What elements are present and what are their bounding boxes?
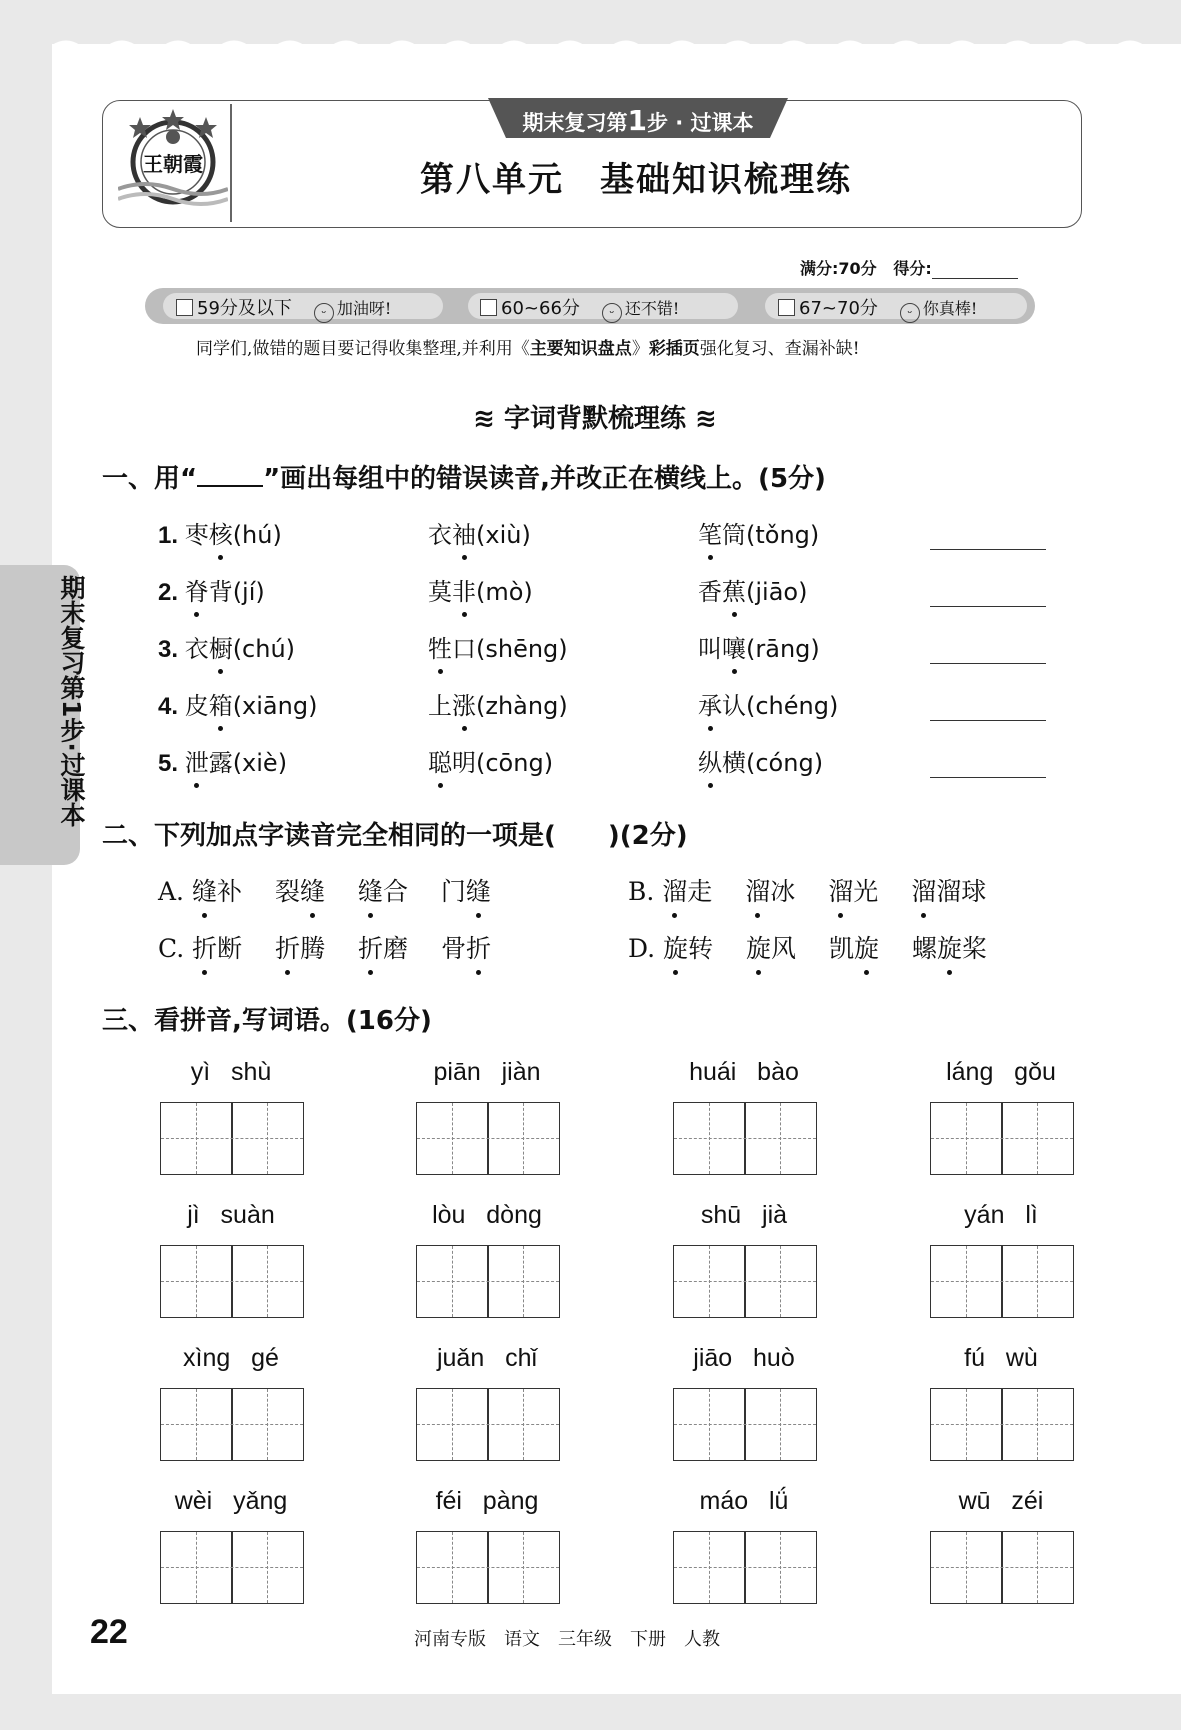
grid-line	[1037, 1246, 1038, 1317]
option-a[interactable]	[158, 872, 491, 908]
word-char: 泄	[185, 743, 209, 778]
grid-line	[267, 1389, 268, 1460]
pinyin-reading: (xiù)	[476, 521, 531, 549]
option-char: 旋	[663, 929, 688, 965]
pinyin-item	[158, 686, 317, 721]
option-char: 缝	[466, 872, 491, 908]
pinyin-item	[428, 686, 568, 721]
word-char: 叫	[698, 635, 722, 663]
answer-blank[interactable]	[930, 720, 1046, 721]
option-char: 合	[382, 877, 408, 906]
option-char: 球	[961, 877, 987, 906]
tianzige-box[interactable]	[160, 1245, 304, 1318]
option-char: 折	[358, 929, 383, 965]
grid-line	[161, 1281, 303, 1282]
option-word	[663, 934, 713, 963]
pinyin-item	[698, 515, 819, 550]
item-number: 5.	[158, 750, 185, 777]
word-char: 筒	[722, 521, 746, 549]
pinyin-label: jì suàn	[187, 1201, 275, 1229]
grid-line	[523, 1389, 524, 1460]
got-score-label: 得分:	[893, 259, 932, 278]
word-char: 衣	[184, 635, 209, 663]
grid-line	[523, 1246, 524, 1317]
smiley-icon: ᵕ	[602, 303, 622, 323]
pinyin-item	[428, 515, 531, 550]
option-word	[441, 934, 491, 963]
word-char: 香	[698, 578, 722, 606]
option-char: 旋	[854, 929, 879, 965]
grid-line	[417, 1567, 559, 1568]
answer-blank[interactable]	[930, 549, 1046, 550]
wave-icon: ≋	[473, 404, 504, 434]
option-char: 螺	[912, 934, 938, 963]
score-line	[800, 256, 1018, 279]
option-char: 溜	[662, 872, 687, 908]
word-char: 涨	[452, 686, 476, 721]
pinyin-reading: (mò)	[476, 578, 533, 606]
pinyin-item	[698, 572, 807, 607]
pinyin-label: juǎn chǐ	[436, 1344, 538, 1372]
option-word	[441, 877, 491, 906]
grid-line	[780, 1246, 781, 1317]
pinyin-label: xìng gé	[183, 1344, 279, 1372]
grid-line	[966, 1246, 967, 1317]
grid-line	[196, 1103, 197, 1174]
grid-line	[709, 1103, 710, 1174]
option-char: 旋	[937, 929, 962, 965]
word-char: 认	[722, 692, 746, 720]
svg-text:王朝霞: 王朝霞	[143, 152, 203, 176]
pinyin-label: jiāo huò	[693, 1344, 795, 1372]
tianzige-box[interactable]	[930, 1388, 1074, 1461]
word-char: 上	[428, 692, 452, 720]
word-char: 箱	[209, 686, 233, 721]
step-prefix: 期末复习第	[522, 111, 628, 135]
option-word	[829, 934, 879, 963]
option-char: 溜	[828, 872, 853, 908]
grade-comment: 还不错!	[624, 299, 680, 318]
pinyin-item	[158, 743, 287, 778]
pinyin-item	[428, 629, 568, 664]
pinyin-label: máo lǘ	[699, 1487, 789, 1515]
grid-line	[674, 1138, 816, 1139]
word-char: 橱	[209, 629, 233, 664]
option-char: 断	[217, 934, 243, 963]
pinyin-reading: (cóng)	[746, 749, 824, 777]
tianzige-box[interactable]	[673, 1102, 817, 1175]
grid-line	[674, 1281, 816, 1282]
question-1-title	[102, 458, 826, 495]
item-number: 3.	[158, 636, 185, 663]
grid-line	[709, 1532, 710, 1603]
pinyin-reading: (zhàng)	[476, 692, 568, 720]
pinyin-label: wū zéi	[958, 1487, 1044, 1515]
option-char: 风	[771, 934, 797, 963]
option-word	[275, 877, 325, 906]
grid-line	[931, 1138, 1073, 1139]
grid-line	[1037, 1103, 1038, 1174]
tianzige-box[interactable]	[160, 1388, 304, 1461]
option-word	[358, 934, 408, 963]
answer-blank[interactable]	[930, 663, 1046, 664]
pinyin-label: huái bào	[689, 1058, 799, 1086]
grid-line	[780, 1103, 781, 1174]
pinyin-reading: (chú)	[232, 635, 296, 663]
smiley-icon: ᵕ	[900, 303, 920, 323]
section-title-text: 字词背默梳理练	[503, 404, 686, 434]
q1-title-a: 一、用“	[102, 464, 198, 494]
pinyin-reading: (cōng)	[476, 749, 554, 777]
option-word	[358, 877, 408, 906]
pinyin-item	[698, 686, 838, 721]
word-char: 笔	[698, 515, 722, 550]
notice-part: 》	[631, 339, 649, 359]
grid-line	[267, 1246, 268, 1317]
pinyin-reading: (xiāng)	[232, 692, 318, 720]
item-number: 4.	[158, 693, 185, 720]
word-char: 聪	[428, 743, 452, 778]
tianzige-box[interactable]	[930, 1245, 1074, 1318]
word-char: 蕉	[722, 572, 746, 607]
option-char: 缝	[192, 872, 217, 908]
grid-line	[780, 1532, 781, 1603]
grid-line	[709, 1389, 710, 1460]
option-char: 裂	[274, 877, 300, 906]
word-char: 非	[452, 572, 476, 607]
word-char: 枣	[184, 521, 209, 549]
notice-bold: 主要知识盘点	[529, 339, 632, 359]
pinyin-item	[428, 572, 533, 607]
pinyin-item	[428, 743, 553, 778]
grid-line	[966, 1532, 967, 1603]
option-word	[745, 877, 795, 906]
option-char: 门	[440, 877, 466, 906]
word-char: 脊	[185, 572, 209, 607]
option-char: 折	[192, 929, 217, 965]
word-char: 皮	[184, 692, 209, 720]
step-suffix: 步 · 过课本	[646, 111, 754, 135]
option-char: 光	[853, 877, 879, 906]
pinyin-reading: (tǒng)	[746, 521, 820, 549]
notice-part: 强化复习、查漏补缺!	[699, 339, 860, 359]
option-char: 走	[687, 877, 713, 906]
grid-line	[196, 1532, 197, 1603]
grade-option-2	[480, 294, 679, 323]
pinyin-reading: (shēng)	[476, 635, 568, 663]
pinyin-label: wèi yǎng	[174, 1487, 288, 1515]
wave-icon: ≋	[686, 404, 717, 434]
grid-line	[452, 1389, 453, 1460]
publisher-logo-icon	[118, 107, 228, 217]
option-d[interactable]	[628, 929, 987, 965]
notice-part: 同学们,做错的题目要记得收集整理,并利用《	[196, 339, 530, 359]
question-2-title: 二、下列加点字读音完全相同的一项是( )(2分)	[102, 821, 688, 851]
grid-line	[417, 1281, 559, 1282]
step-number: 1	[627, 104, 647, 137]
grid-line	[1037, 1532, 1038, 1603]
pinyin-reading: (hú)	[232, 521, 282, 549]
option-char: 溜	[911, 872, 936, 908]
pinyin-item	[158, 572, 265, 607]
word-char: 横	[722, 749, 746, 777]
step-banner	[488, 104, 788, 137]
pinyin-label: yì shù	[190, 1058, 272, 1086]
grid-line	[161, 1138, 303, 1139]
grid-line	[523, 1103, 524, 1174]
grid-line	[931, 1281, 1073, 1282]
option-b[interactable]	[628, 872, 986, 908]
option-char: 腾	[300, 934, 326, 963]
answer-blank[interactable]	[930, 777, 1046, 778]
word-char: 袖	[452, 515, 476, 550]
option-char: 桨	[962, 934, 988, 963]
pinyin-reading: (jí)	[232, 578, 265, 606]
option-char: 溜	[745, 872, 770, 908]
smiley-icon: ᵕ	[314, 303, 334, 323]
grid-line	[196, 1389, 197, 1460]
word-char: 莫	[428, 578, 452, 606]
checkbox[interactable]	[176, 299, 193, 316]
grid-line	[267, 1103, 268, 1174]
grade-comment: 你真棒!	[922, 299, 978, 318]
full-score: 满分:70分	[800, 259, 877, 278]
footer-text: 河南专版 语文 三年级 下册 人教	[414, 1629, 720, 1650]
pinyin-label: shū jià	[700, 1201, 788, 1229]
grid-line	[452, 1246, 453, 1317]
option-word	[912, 934, 987, 963]
pinyin-item	[698, 629, 820, 664]
pinyin-reading: (chéng)	[746, 692, 839, 720]
grade-comment: 加油呀!	[336, 299, 392, 318]
answer-blank[interactable]	[930, 606, 1046, 607]
option-word	[662, 877, 712, 906]
tianzige-box[interactable]	[416, 1531, 560, 1604]
grid-line	[417, 1424, 559, 1425]
option-word	[911, 877, 986, 906]
grid-line	[452, 1103, 453, 1174]
grid-line	[966, 1389, 967, 1460]
section-title	[440, 398, 750, 435]
option-c[interactable]	[158, 929, 491, 965]
pinyin-reading: (rāng)	[746, 635, 820, 663]
item-number: 1.	[158, 522, 185, 549]
option-word	[746, 934, 796, 963]
option-word	[828, 877, 878, 906]
unit-title: 第八单元 基础知识梳理练	[420, 160, 852, 200]
pinyin-label: fú wù	[964, 1344, 1038, 1372]
tianzige-box[interactable]	[160, 1102, 304, 1175]
notice-text	[196, 334, 860, 359]
q1-title-b: ”画出每组中的错误读音,并改正在横线上。(5分)	[263, 464, 826, 494]
pinyin-label: féi pàng	[435, 1487, 539, 1515]
word-char: 承	[698, 686, 722, 721]
pinyin-item	[158, 629, 295, 664]
grade-range: 59分及以下	[197, 298, 292, 319]
option-word	[275, 934, 325, 963]
option-label: D.	[628, 934, 664, 963]
option-label: C.	[158, 934, 193, 963]
tianzige-box[interactable]	[673, 1531, 817, 1604]
grid-line	[161, 1424, 303, 1425]
checkbox[interactable]	[778, 299, 795, 316]
grade-option-1	[176, 294, 391, 323]
word-char: 牲	[428, 629, 452, 664]
tianzige-box[interactable]	[930, 1102, 1074, 1175]
word-char: 口	[452, 635, 476, 663]
option-char: 凯	[829, 934, 855, 963]
pinyin-item	[698, 743, 823, 778]
option-char: 磨	[383, 934, 409, 963]
tianzige-box[interactable]	[416, 1388, 560, 1461]
pinyin-reading: (xiè)	[232, 749, 288, 777]
option-char: 折	[275, 929, 300, 965]
underline-sample	[197, 467, 263, 487]
pinyin-label: láng gǒu	[946, 1058, 1056, 1086]
word-char: 核	[209, 515, 233, 550]
header-divider	[230, 104, 232, 222]
word-char: 露	[208, 749, 233, 777]
tianzige-box[interactable]	[416, 1102, 560, 1175]
option-label: A.	[158, 877, 192, 906]
option-char: 溜	[936, 877, 962, 906]
grid-line	[780, 1389, 781, 1460]
pinyin-item	[158, 515, 282, 550]
score-blank[interactable]	[932, 262, 1018, 279]
option-char: 缝	[300, 872, 325, 908]
grid-line	[931, 1567, 1073, 1568]
grid-line	[267, 1532, 268, 1603]
tianzige-box[interactable]	[160, 1531, 304, 1604]
pinyin-reading: (jiāo)	[746, 578, 808, 606]
grid-line	[196, 1246, 197, 1317]
tianzige-box[interactable]	[673, 1245, 817, 1318]
option-word	[192, 934, 242, 963]
option-char: 折	[466, 929, 491, 965]
notice-bold: 彩插页	[648, 339, 700, 359]
option-char: 缝	[358, 872, 383, 908]
option-char: 转	[688, 934, 714, 963]
grid-line	[966, 1103, 967, 1174]
grid-line	[674, 1567, 816, 1568]
tianzige-box[interactable]	[416, 1245, 560, 1318]
grid-line	[417, 1138, 559, 1139]
page-number: 22	[90, 1613, 128, 1651]
tianzige-box[interactable]	[930, 1531, 1074, 1604]
pinyin-label: lòu dòng	[432, 1201, 542, 1229]
side-tab-label: 期末复习第1步·过课本	[57, 575, 86, 827]
option-char: 旋	[746, 929, 771, 965]
checkbox[interactable]	[480, 299, 497, 316]
question-3-title: 三、看拼音,写词语。(16分)	[102, 1006, 432, 1036]
item-number: 2.	[158, 579, 185, 606]
grade-range: 60~66分	[501, 298, 580, 319]
grid-line	[1037, 1389, 1038, 1460]
grid-line	[452, 1532, 453, 1603]
option-label: B.	[628, 877, 663, 906]
grid-line	[523, 1532, 524, 1603]
option-char: 骨	[441, 934, 467, 963]
option-word	[192, 877, 242, 906]
pinyin-label: piān jiàn	[433, 1058, 541, 1086]
word-char: 嚷	[722, 629, 746, 664]
option-char: 补	[216, 877, 242, 906]
word-char: 衣	[428, 521, 452, 549]
grid-line	[161, 1567, 303, 1568]
grid-line	[674, 1424, 816, 1425]
word-char: 明	[452, 749, 476, 777]
word-char: 纵	[698, 743, 722, 778]
grid-line	[931, 1424, 1073, 1425]
grade-option-3	[778, 294, 977, 323]
grid-line	[709, 1246, 710, 1317]
grade-range: 67~70分	[799, 298, 878, 319]
pinyin-label: yán lì	[964, 1201, 1038, 1229]
word-char: 背	[208, 578, 233, 606]
tianzige-box[interactable]	[673, 1388, 817, 1461]
option-char: 冰	[770, 877, 796, 906]
